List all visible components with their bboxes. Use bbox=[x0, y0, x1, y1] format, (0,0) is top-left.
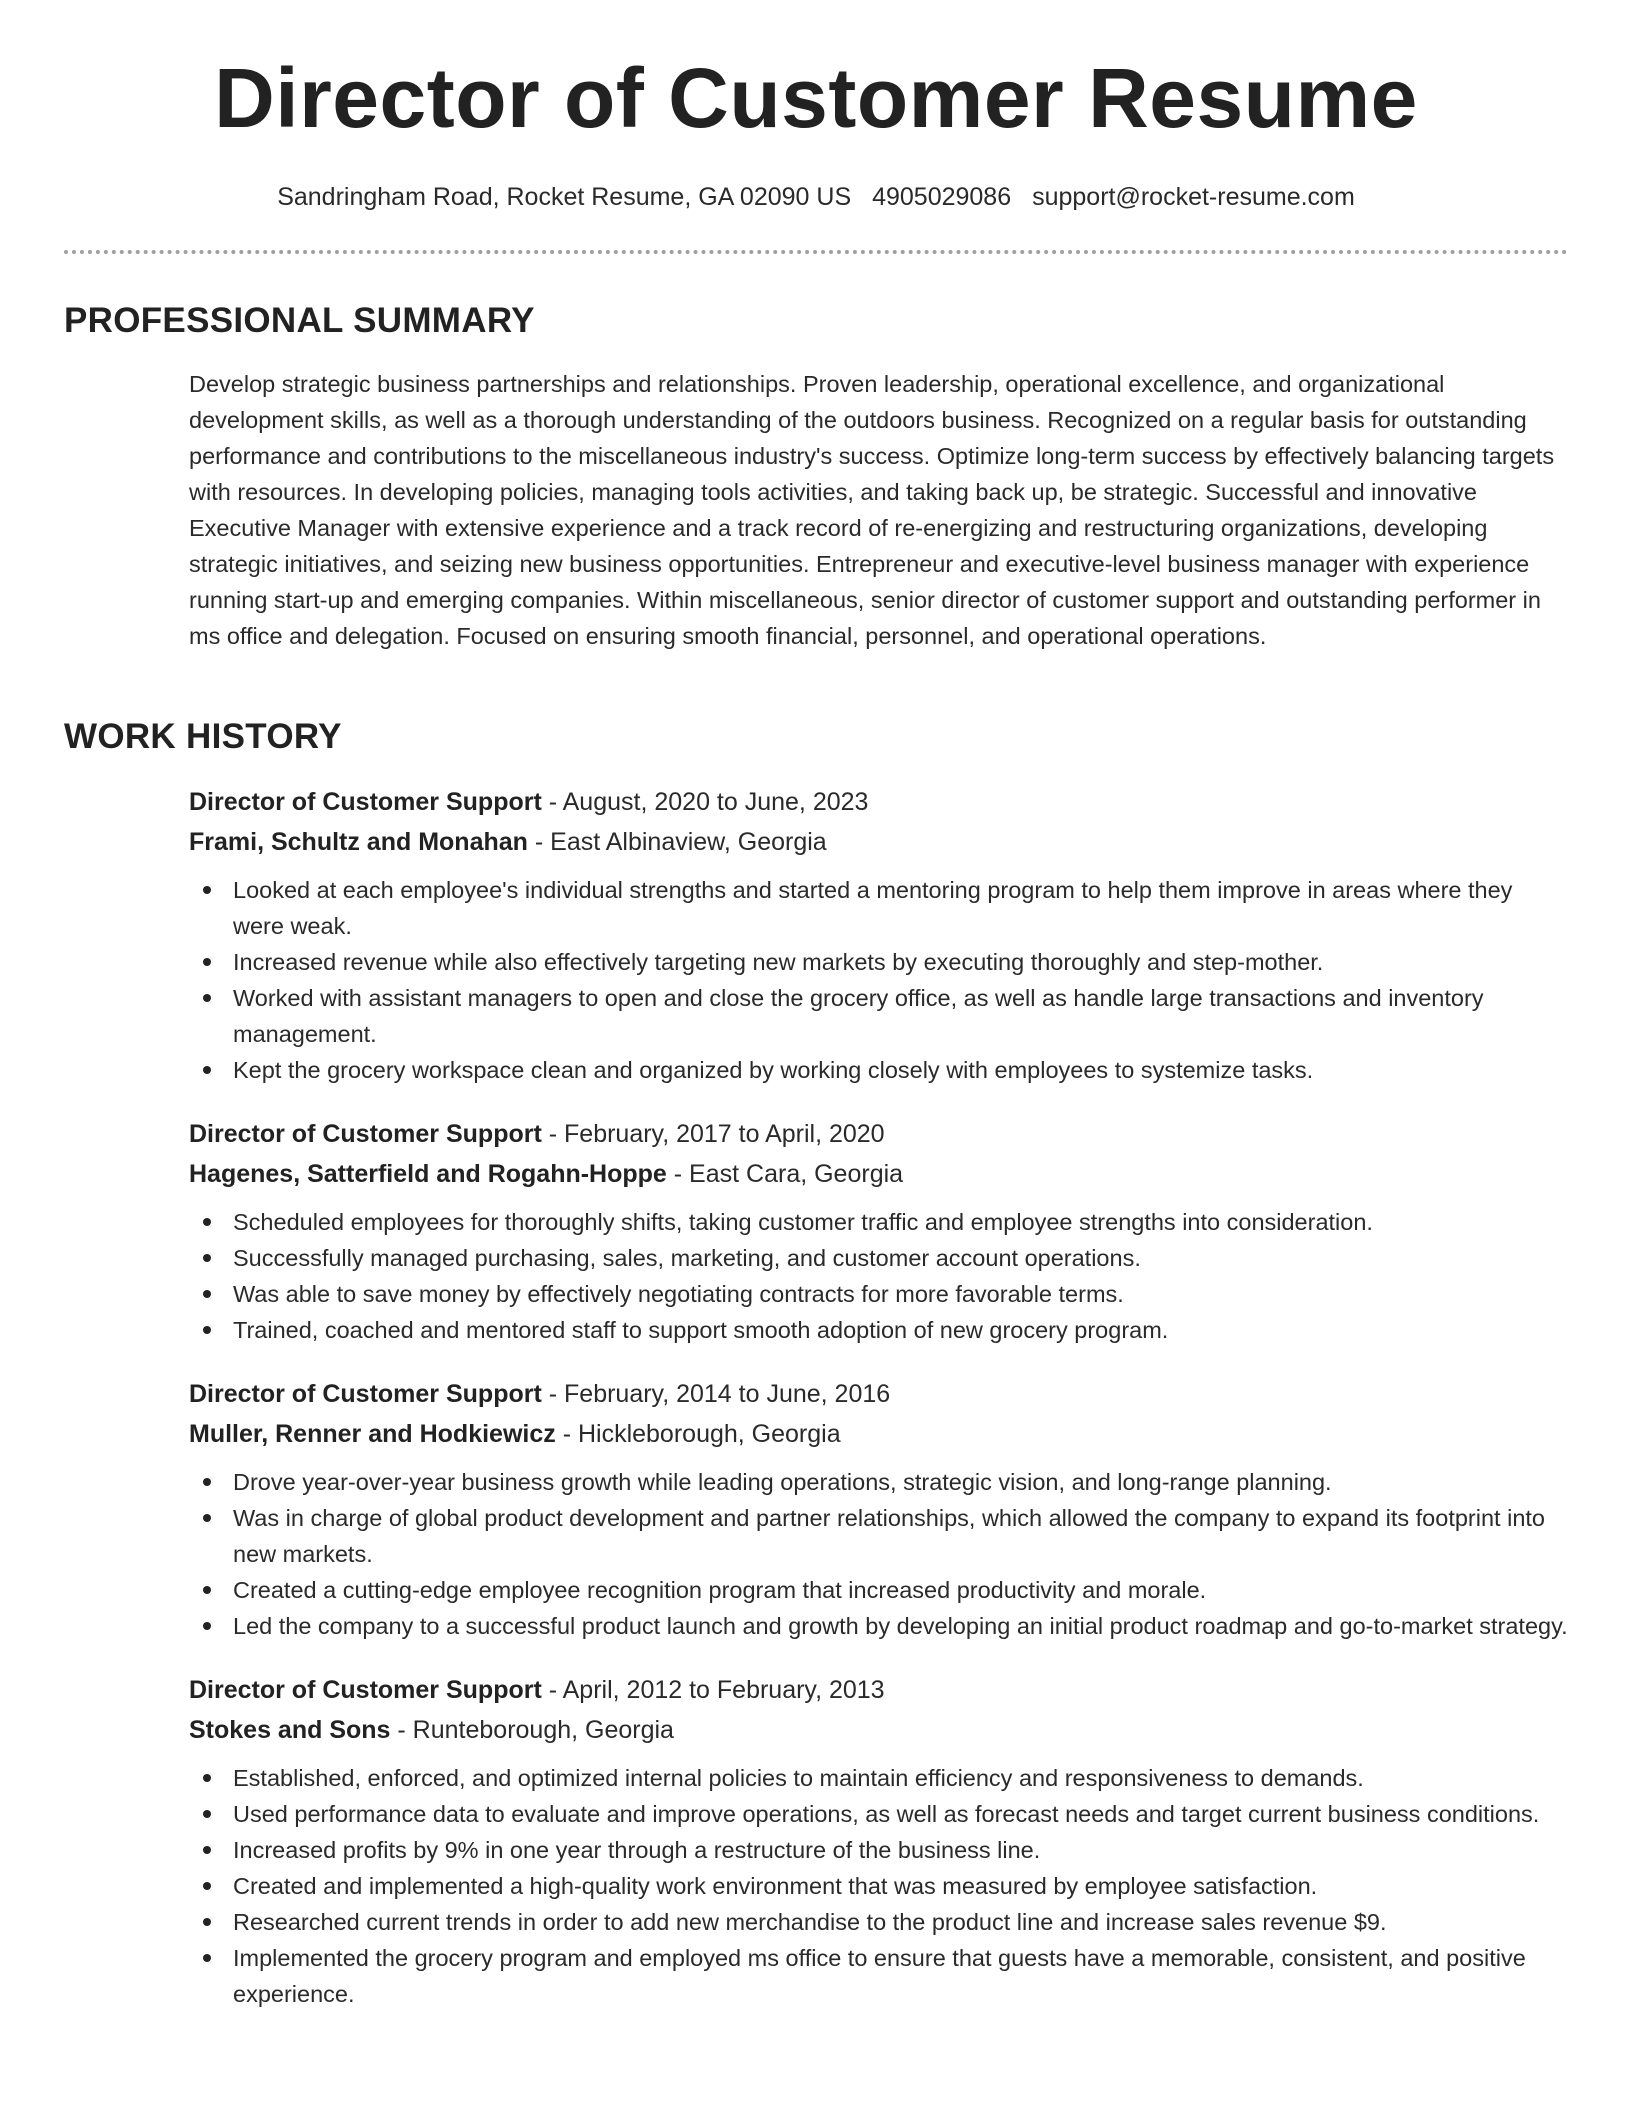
bullet-dot-icon bbox=[203, 1218, 211, 1226]
summary-text: Develop strategic business partnerships and relationships. Proven leadership, operational excellence, and organizational development skills, as well as a thorough understanding of the outdoors business. Recognized on a regular basis for outstanding performance and contributions to the miscellaneous industry's success. Optimize long-term success by effectively balancing targets with resources. In developing policies, managing tools activities, and taking back up, be strategic. Successful and innovative Executive Manager with extensive experience and a track record of re-energizing and restructuring organizations, developing strategic initiatives, and seizing new business opportunities. Entrepreneur and executive-level business manager with experience running start-up and emerging companies. Within miscellaneous, senior director of customer support and outstanding performer in ms office and delegation. Focused on ensuring smooth financial, personnel, and operational operations. bbox=[189, 371, 1555, 649]
bullet-dot-icon bbox=[203, 886, 211, 894]
bullet-dot-icon bbox=[203, 958, 211, 966]
job-location: - Hickleborough, Georgia bbox=[555, 1420, 841, 1448]
job-bullet: Increased profits by 9% in one year through a restructure of the business line. bbox=[189, 1832, 1569, 1868]
job-bullet: Kept the grocery workspace clean and organized by working closely with employees to systemize tasks. bbox=[189, 1052, 1569, 1088]
bullet-dot-icon bbox=[203, 1514, 211, 1522]
resume-title: Director of Customer Resume bbox=[214, 51, 1418, 145]
contact-address: Sandringham Road, Rocket Resume, GA 02090 US bbox=[277, 183, 852, 211]
bullet-dot-icon bbox=[203, 1290, 211, 1298]
job-location: - Runteborough, Georgia bbox=[390, 1716, 674, 1744]
job-bullet: Drove year-over-year business growth while leading operations, strategic vision, and long-range planning. bbox=[189, 1464, 1569, 1500]
job-bullet: Scheduled employees for thoroughly shifts, taking customer traffic and employee strengths into consideration. bbox=[189, 1204, 1569, 1240]
job-location: - East Cara, Georgia bbox=[666, 1160, 904, 1188]
bullet-dot-icon bbox=[203, 1882, 211, 1890]
job-company: Stokes and Sons bbox=[189, 1716, 391, 1744]
contact-phone: 4905029086 bbox=[872, 183, 1012, 211]
job-entry bbox=[189, 1670, 1569, 2012]
job-bullet: Was in charge of global product development and partner relationships, which allowed the company to expand its footprint into new markets. bbox=[189, 1500, 1569, 1572]
job-bullets bbox=[189, 1464, 1569, 1644]
job-title: Director of Customer Support bbox=[189, 1120, 542, 1148]
job-bullet: Implemented the grocery program and employed ms office to ensure that guests have a memorable, consistent, and positive experience. bbox=[189, 1940, 1569, 2012]
job-dates: - February, 2014 to June, 2016 bbox=[541, 1380, 891, 1408]
job-title-line bbox=[189, 1114, 1569, 1154]
job-bullet: Established, enforced, and optimized internal policies to maintain efficiency and responsiveness to demands. bbox=[189, 1760, 1569, 1796]
job-bullets bbox=[189, 872, 1569, 1088]
job-title-line bbox=[189, 782, 1569, 822]
job-bullet: Increased revenue while also effectively targeting new markets by executing thoroughly and step-mother. bbox=[189, 944, 1569, 980]
job-bullet: Successfully managed purchasing, sales, marketing, and customer account operations. bbox=[189, 1240, 1569, 1276]
job-bullet: Used performance data to evaluate and improve operations, as well as forecast needs and target current business conditions. bbox=[189, 1796, 1569, 1832]
job-bullets bbox=[189, 1204, 1569, 1348]
job-bullet: Worked with assistant managers to open and close the grocery office, as well as handle large transactions and inventory management. bbox=[189, 980, 1569, 1052]
bullet-dot-icon bbox=[203, 1954, 211, 1962]
job-dates: - August, 2020 to June, 2023 bbox=[541, 788, 869, 816]
job-title-line bbox=[189, 1670, 1569, 1710]
bullet-dot-icon bbox=[203, 1918, 211, 1926]
job-location: - East Albinaview, Georgia bbox=[527, 828, 827, 856]
job-bullet: Looked at each employee's individual strengths and started a mentoring program to help them improve in areas where they were weak. bbox=[189, 872, 1569, 944]
job-title-line bbox=[189, 1374, 1569, 1414]
bullet-dot-icon bbox=[203, 1586, 211, 1594]
job-title: Director of Customer Support bbox=[189, 1380, 542, 1408]
job-company-line bbox=[189, 1710, 1569, 1750]
job-company: Frami, Schultz and Monahan bbox=[189, 828, 528, 856]
contact-email: support@rocket-resume.com bbox=[1032, 183, 1355, 211]
bullet-dot-icon bbox=[203, 1254, 211, 1262]
job-entry bbox=[189, 1114, 1569, 1348]
job-entry bbox=[189, 782, 1569, 1088]
job-company-line bbox=[189, 1414, 1569, 1454]
job-bullet: Created a cutting-edge employee recognition program that increased productivity and morale. bbox=[189, 1572, 1569, 1608]
job-dates: - February, 2017 to April, 2020 bbox=[541, 1120, 885, 1148]
job-company-line bbox=[189, 1154, 1569, 1194]
job-company: Muller, Renner and Hodkiewicz bbox=[189, 1420, 556, 1448]
job-bullet: Trained, coached and mentored staff to support smooth adoption of new grocery program. bbox=[189, 1312, 1569, 1348]
job-bullet: Was able to save money by effectively negotiating contracts for more favorable terms. bbox=[189, 1276, 1569, 1312]
bullet-dot-icon bbox=[203, 1774, 211, 1782]
bullet-dot-icon bbox=[203, 1326, 211, 1334]
bullet-dot-icon bbox=[203, 1066, 211, 1074]
work-history-list bbox=[189, 782, 1569, 2038]
bullet-dot-icon bbox=[203, 1810, 211, 1818]
job-dates: - April, 2012 to February, 2013 bbox=[541, 1676, 885, 1704]
contact-line bbox=[0, 182, 1632, 212]
header-divider bbox=[64, 250, 1568, 254]
bullet-dot-icon bbox=[203, 994, 211, 1002]
job-company-line bbox=[189, 822, 1569, 862]
job-entry bbox=[189, 1374, 1569, 1644]
job-bullet: Researched current trends in order to add new merchandise to the product line and increase sales revenue $9. bbox=[189, 1904, 1569, 1940]
bullet-dot-icon bbox=[203, 1478, 211, 1486]
job-title: Director of Customer Support bbox=[189, 1676, 542, 1704]
job-bullet: Created and implemented a high-quality work environment that was measured by employee satisfaction. bbox=[189, 1868, 1569, 1904]
job-bullet: Led the company to a successful product launch and growth by developing an initial product roadmap and go-to-market strategy. bbox=[189, 1608, 1569, 1644]
job-title: Director of Customer Support bbox=[189, 788, 542, 816]
summary-heading: PROFESSIONAL SUMMARY bbox=[64, 301, 535, 340]
job-bullets bbox=[189, 1760, 1569, 2012]
bullet-dot-icon bbox=[203, 1622, 211, 1630]
work-history-heading: WORK HISTORY bbox=[64, 717, 342, 756]
bullet-dot-icon bbox=[203, 1846, 211, 1854]
job-company: Hagenes, Satterfield and Rogahn-Hoppe bbox=[189, 1160, 667, 1188]
